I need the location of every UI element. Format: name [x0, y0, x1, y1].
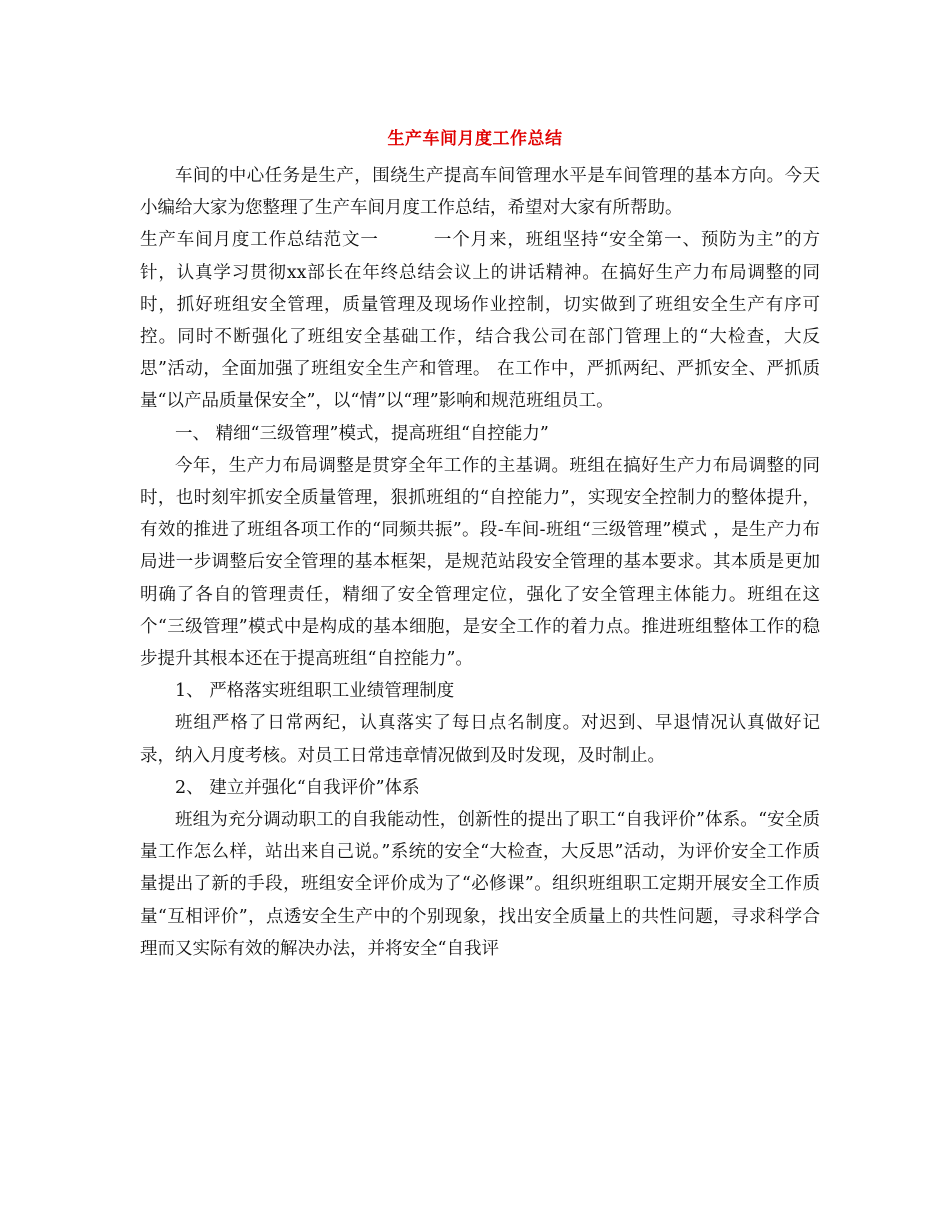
- page-title: 生产车间月度工作总结: [387, 129, 563, 149]
- paragraph-intro: 车间的中心任务是生产，围绕生产提高车间管理水平是车间管理的基本方向。今天小编给大家为您整理了生产车间月度工作总结，希望对大家有所帮助。: [140, 166, 820, 219]
- subsection-heading-2: 2、 建立并强化“自我评价”体系: [175, 777, 420, 798]
- paragraph-three-level-management: 今年，生产力布局调整是贯穿全年工作的主基调。班组在搞好生产力布局调整的同时，也时刻牢抓安全质量管理，狠抓班组的“自控能力”，实现安全控制力的整体提升，有效的推进了班组各项工作的“同频共振”。段-车间-班组“三级管理”模式 ，是生产力布局进一步调整后安全管理的基本框架，是规范站段安全管理的基本要求。其本质是更加明确了各自的管理责任，精细了安全管理定位，强化了安全管理主体能力。班组在这个“三级管理”模式中是构成的基本细胞，是安全工作的着力点。推进班组整体工作的稳步提升其根本还在于提高班组“自控能力”。: [140, 455, 820, 670]
- paragraph-self-evaluation: 班组为充分调动职工的自我能动性，创新性的提出了职工“自我评价”体系。“安全质量工作怎么样，站出来自己说。”系统的安全“大检查，大反思”活动，为评价安全工作质量提出了新的手段，班组安全评价成为了“必修课”。组织班组职工定期开展安全工作质量“互相评价”，点透安全生产中的个别现象，找出安全质量上的共性问题，寻求科学合理而又实际有效的解决办法，并将安全“自我评: [140, 810, 820, 959]
- document-body: [140, 160, 820, 965]
- section-heading-1: 一、 精细“三级管理”模式，提高班组“自控能力”: [175, 423, 549, 444]
- paragraph-sample-one: 生产车间月度工作总结范文一 一个月来，班组坚持“安全第一、预防为主”的方针，认真学习贯彻xx部长在年终总结会议上的讲话精神。在搞好生产力布局调整的同时，抓好班组安全管理，质量管理及现场作业控制，切实做到了班组安全生产有序可控。同时不断强化了班组安全基础工作，结合我公司在部门管理上的“大检查，大反思”活动，全面加强了班组安全生产和管理。 在工作中，严抓两纪、严抓安全、严抓质量“以产品质量保安全”，以“情”以“理”影响和规范班组员工。: [140, 230, 820, 412]
- subsection-heading-1: 1、 严格落实班组职工业绩管理制度: [175, 681, 455, 702]
- paragraph-discipline: 班组严格了日常两纪，认真落实了每日点名制度。对迟到、早退情况认真做好记录，纳入月度考核。对员工日常违章情况做到及时发现，及时制止。: [140, 713, 820, 766]
